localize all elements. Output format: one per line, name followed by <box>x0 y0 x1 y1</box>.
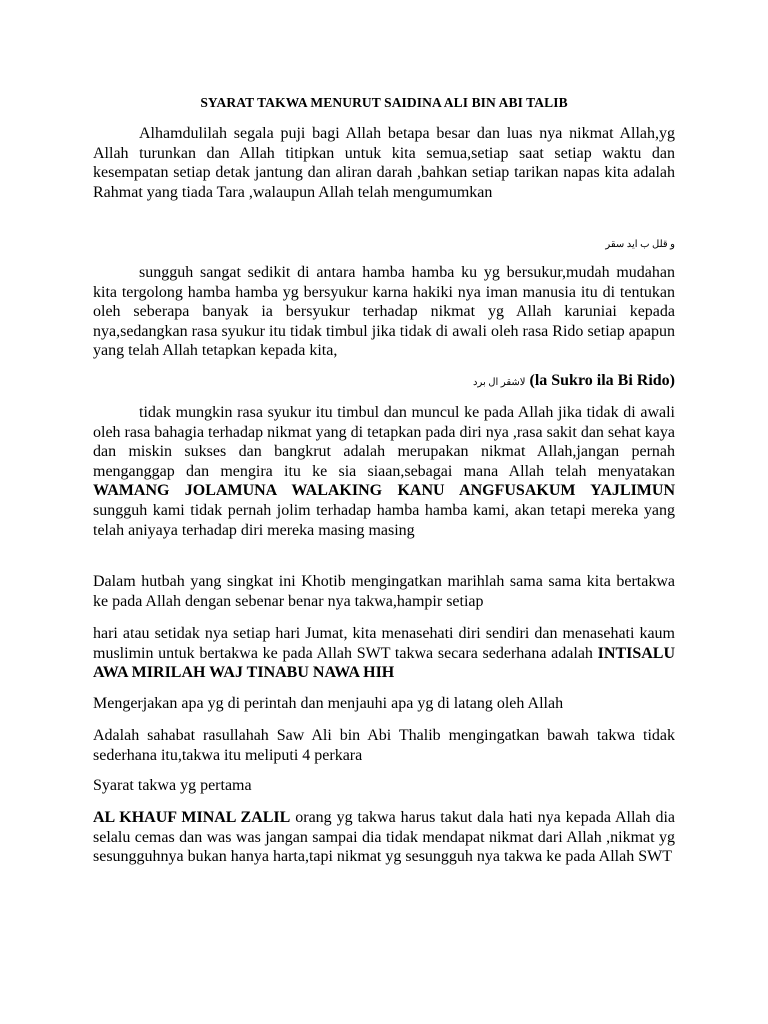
arabic-text-1: و قلل ب ايد سقر <box>605 239 675 250</box>
paragraph-5-text: hari atau setidak nya setiap hari Jumat, kita menasehati diri sendiri dan menasehati kaum muslimin untuk bertakwa ke pada Allah SWT takwa secara sederhana adalah <box>93 625 675 662</box>
page-title: SYARAT TAKWA MENURUT SAIDINA ALI BIN ABI TALIB <box>200 95 568 110</box>
paragraph-3-text-b: sungguh kami tidak pernah jolim terhadap hamba hamba kami, akan tetapi mereka yang telah aniyaya terhadap diri mereka masing masing <box>93 501 675 539</box>
paragraph-2: sungguh sangat sedikit di antara hamba hamba ku yg bersukur,mudah mudahan kita tergolong hamba hamba yg bersyukur karna hakiki nya iman manusia itu di tentukan oleh seberapa banyak ia bersyukur terhadap nikmat yg Allah karuniai kepada nya,sedangkan rasa syukur itu tidak timbul jika tidak di awali oleh rasa Rido setiap apapun yang telah Allah tetapkan kepada kita, <box>93 264 675 360</box>
paragraph-8: Syarat takwa yg pertama <box>93 777 252 794</box>
paragraph-9-text: orang yg takwa harus takut dala hati nya kepada Allah dia selalu cemas dan was was jangan sampai dia tidak mendapat nikmat dari Allah ,nikmat yg sesungguhnya bukan hanya harta,tapi nikmat yg sesungguh nya takwa ke pada Allah SWT <box>93 809 675 866</box>
arabic-transliteration-2: (la Sukro ila Bi Rido) <box>529 372 675 389</box>
paragraph-9 <box>93 808 675 867</box>
paragraph-5-bold: INTISALU AWA MIRILAH WAJ TINABU NAWA HIH <box>93 644 676 682</box>
paragraph-1: Alhamdulilah segala puji bagi Allah betapa besar dan luas nya nikmat Allah,yg Allah turunkan dan Allah titipkan untuk kita semua,setiap saat setiap waktu dan kesempatan setiap detak jantung dan aliran darah ,bahkan setiap tarikan napas kita adalah Rahmat yang tiada Tara ,walaupun Allah telah mengumumkan <box>93 125 675 201</box>
arabic-verse-1 <box>93 234 675 252</box>
paragraph-3 <box>93 403 675 540</box>
arabic-text-2: لاشقر ال برد <box>473 377 526 388</box>
paragraph-5 <box>93 624 675 683</box>
paragraph-9-bold: AL KHAUF MINAL ZALIL <box>93 809 291 826</box>
document-page <box>93 0 675 1024</box>
paragraph-4: Dalam hutbah yang singkat ini Khotib mengingatkan marihlah sama sama kita bertakwa ke pada Allah dengan sebenar benar nya takwa,hampir setiap <box>93 573 675 610</box>
paragraph-7: Adalah sahabat rasullahah Saw Ali bin Abi Thalib mengingatkan bawah takwa tidak sederhana itu,takwa itu meliputi 4 perkara <box>93 727 675 764</box>
arabic-verse-2 <box>93 372 675 390</box>
paragraph-3-bold: WAMANG JOLAMUNA WALAKING KANU ANGFUSAKUM YAJLIMUN <box>93 482 675 500</box>
paragraph-3-text-a: tidak mungkin rasa syukur itu timbul dan muncul ke pada Allah jika tidak di awali oleh rasa bahagia terhadap nikmat yang di tetapkan pada diri nya ,rasa sakit dan sehat kaya dan miskin sukses dan bangkrut adalah merupakan nikmat Allah,jangan pernah menganggap dan mengira itu ke sia siaan,sebagai mana Allah telah menyatakan <box>93 404 675 480</box>
paragraph-6: Mengerjakan apa yg di perintah dan menjauhi apa yg di latang oleh Allah <box>93 695 564 712</box>
